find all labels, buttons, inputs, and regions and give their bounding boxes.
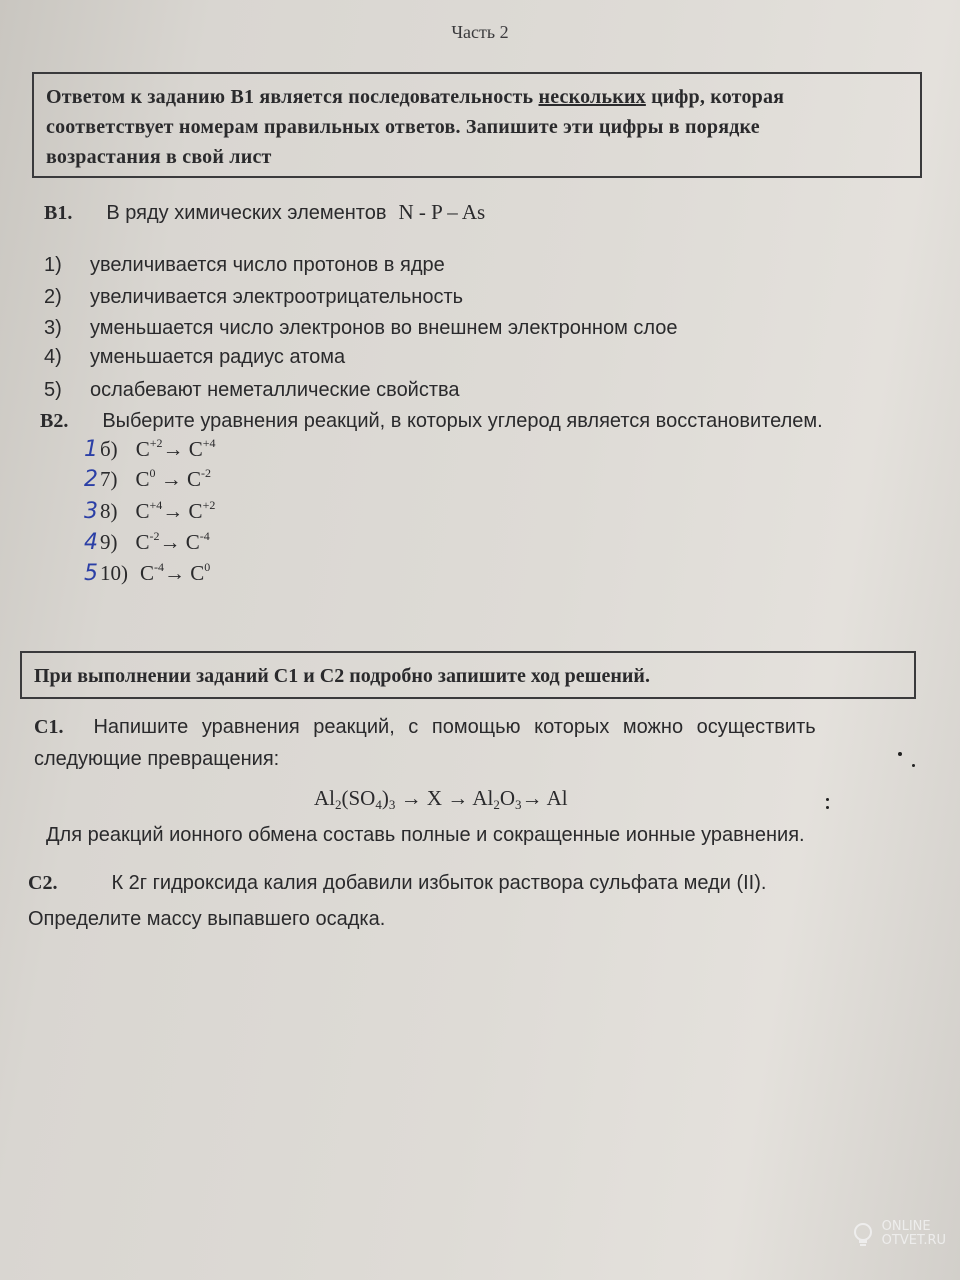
ink-speck (898, 752, 902, 756)
underlined-word: нескольких (538, 86, 646, 108)
c1-line-3: Для реакций ионного обмена составь полные и сокращенные ионные уравнения. (46, 824, 805, 846)
question-b2 (40, 410, 823, 433)
c2-line-1: К 2г гидроксида калия добавили избыток раствора сульфата меди (II). (111, 872, 767, 894)
b2-option-5: 510) $C^{-4}\to C^0$ (84, 560, 211, 586)
handwritten-number: 2 (84, 467, 98, 492)
instruction-line-1: Ответом к заданию В1 является последовательность нескольких цифр, которая (46, 86, 785, 108)
ink-speck (826, 806, 829, 809)
b1-option-2: 2) увеличивается электроотрицательность (44, 286, 464, 308)
lightbulb-icon (852, 1222, 874, 1248)
watermark: ONLINE OTVET.RU (882, 1220, 946, 1248)
page-header: Часть 2 (451, 22, 509, 42)
b1-option-4: 4) уменьшается радиус атома (44, 346, 346, 368)
c1-label: С1. (34, 716, 64, 738)
handwritten-number: 1 (84, 437, 98, 462)
b2-text: Выберите уравнения реакций, в которых углерод является восстановителем. (102, 410, 823, 432)
c1-line-2: следующие превращения: (34, 748, 280, 770)
question-b1 (44, 200, 485, 225)
instruction-c-text: При выполнении заданий С1 и С2 подробно запишите ход решений. (34, 665, 650, 687)
b2-option-3: 38) $C^{+4}\to C^{+2}$ (84, 498, 216, 524)
handwritten-number: 5 (84, 561, 98, 586)
b2-option-2: 27) $C^0 \to C^{-2}$ (84, 466, 212, 492)
b2-label: В2. (40, 410, 69, 432)
b2-option-4: 49) $C^{-2}\to C^{-4}$ (84, 529, 210, 555)
b1-label: В1. (44, 202, 73, 224)
b1-option-3: 3) уменьшается число электронов во внешнем электронном слое (44, 317, 678, 339)
b2-option-1: 1б) $C^{+2}\to C^{+4}$ (84, 436, 216, 462)
c2-line-2: Определите массу выпавшего осадка. (28, 908, 386, 930)
ink-speck (912, 764, 915, 767)
b1-option-5: 5) ослабевают неметаллические свойства (44, 379, 460, 401)
instruction-line-3: возрастания в свой лист (46, 146, 272, 168)
question-c1 (34, 716, 816, 739)
instruction-box-b1 (32, 72, 922, 178)
b1-elements: N - P – As (398, 200, 486, 224)
c2-label: С2. (28, 872, 58, 894)
c1-line-1: Напишите уравнения реакций, с помощью которых можно осуществить (93, 716, 816, 738)
handwritten-number: 3 (84, 499, 98, 524)
ink-speck (826, 798, 829, 801)
instruction-line-2: соответствует номерам правильных ответов. Запишите эти цифры в порядке (46, 116, 760, 138)
question-c2 (28, 872, 766, 895)
c1-scheme: $Al_2(SO_4)_3 \to X \to Al_2O_3\to Al$ (314, 786, 568, 812)
b1-option-1: 1) увеличивается число протонов в ядре (44, 254, 445, 276)
handwritten-number: 4 (84, 530, 98, 555)
b1-text: В ряду химических элементов (106, 202, 387, 224)
instruction-box-c (20, 651, 916, 699)
